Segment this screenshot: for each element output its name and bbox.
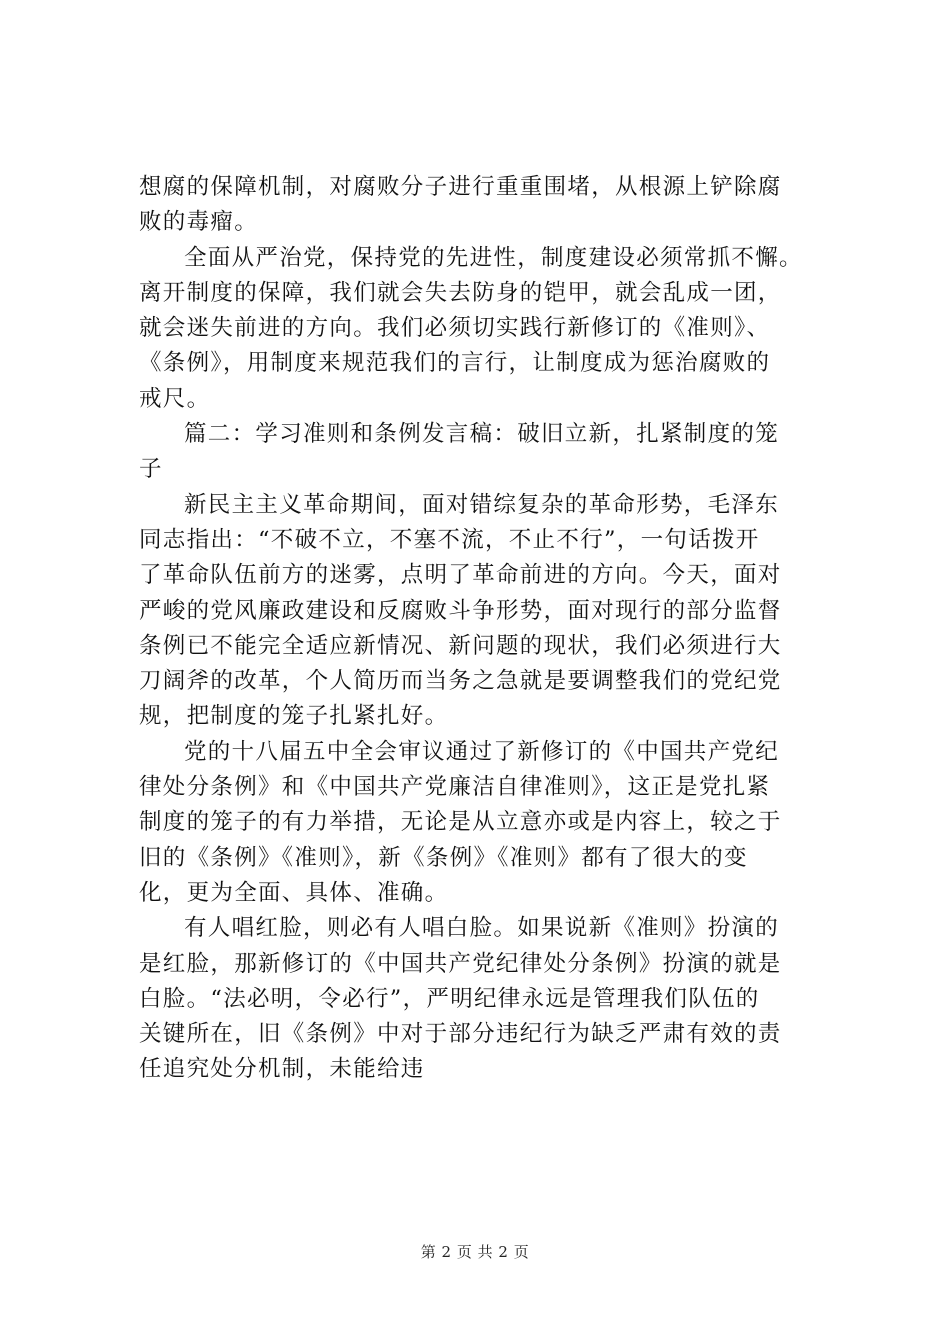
- text-line: 了革命队伍前方的迷雾，点明了革命前进的方向。今天，面对: [139, 562, 782, 589]
- text-line: 条例已不能完全适应新情况、新问题的现状，我们必须进行大: [139, 632, 782, 659]
- text-line: 刀阔斧的改革，个人简历而当务之急就是要调整我们的党纪党: [139, 668, 782, 695]
- text-line: 败的毒瘤。: [139, 209, 259, 236]
- text-line: 戒尺。: [139, 385, 211, 412]
- text-line: 白脸。“法必明，令必行”，严明纪律永远是管理我们队伍的: [139, 985, 760, 1012]
- text-line: 化，更为全面、具体、准确。: [139, 879, 449, 906]
- text-line: 任追究处分机制，未能给违: [139, 1056, 425, 1083]
- text-line: 关键所在，旧《条例》中对于部分违纪行为缺乏严肃有效的责: [139, 1021, 782, 1048]
- text-line: 律处分条例》和《中国共产党廉洁自律准则》，这正是党扎紧: [139, 774, 771, 801]
- page-footer: 第 2 页 共 2 页: [420, 1243, 530, 1261]
- text-line: 同志指出：“不破不立，不塞不流，不止不行”，一句话拨开: [139, 526, 760, 553]
- text-line: 旧的《条例》《准则》，新《条例》《准则》都有了很大的变: [139, 844, 748, 871]
- text-line: 子: [139, 456, 163, 483]
- text-line: 规，把制度的笼子扎紧扎好。: [139, 703, 449, 730]
- text-line: 篇二：学习准则和条例发言稿：破旧立新，扎紧制度的笼: [184, 421, 780, 448]
- text-line: 是红脸，那新修订的《中国共产党纪律处分条例》扮演的就是: [139, 950, 782, 977]
- text-line: 有人唱红脸，则必有人唱白脸。如果说新《准则》扮演的: [184, 915, 780, 942]
- text-line: 《条例》，用制度来规范我们的言行，让制度成为惩治腐败的: [139, 350, 771, 377]
- text-line: 就会迷失前进的方向。我们必须切实践行新修订的《准则》、: [139, 315, 771, 342]
- text-line: 离开制度的保障，我们就会失去防身的铠甲，就会乱成一团，: [139, 279, 782, 306]
- text-line: 制度的笼子的有力举措，无论是从立意亦或是内容上，较之于: [139, 809, 782, 836]
- document-body: [139, 170, 839, 1088]
- text-line: 严峻的党风廉政建设和反腐败斗争形势，面对现行的部分监督: [139, 597, 782, 624]
- text-line: 新民主主义革命期间，面对错综复杂的革命形势，毛泽东: [184, 491, 780, 518]
- text-line: 想腐的保障机制，对腐败分子进行重重围堵，从根源上铲除腐: [139, 174, 782, 200]
- text-line: 全面从严治党，保持党的先进性，制度建设必须常抓不懈。: [184, 244, 803, 271]
- text-line: 党的十八届五中全会审议通过了新修订的《中国共产党纪: [184, 738, 780, 765]
